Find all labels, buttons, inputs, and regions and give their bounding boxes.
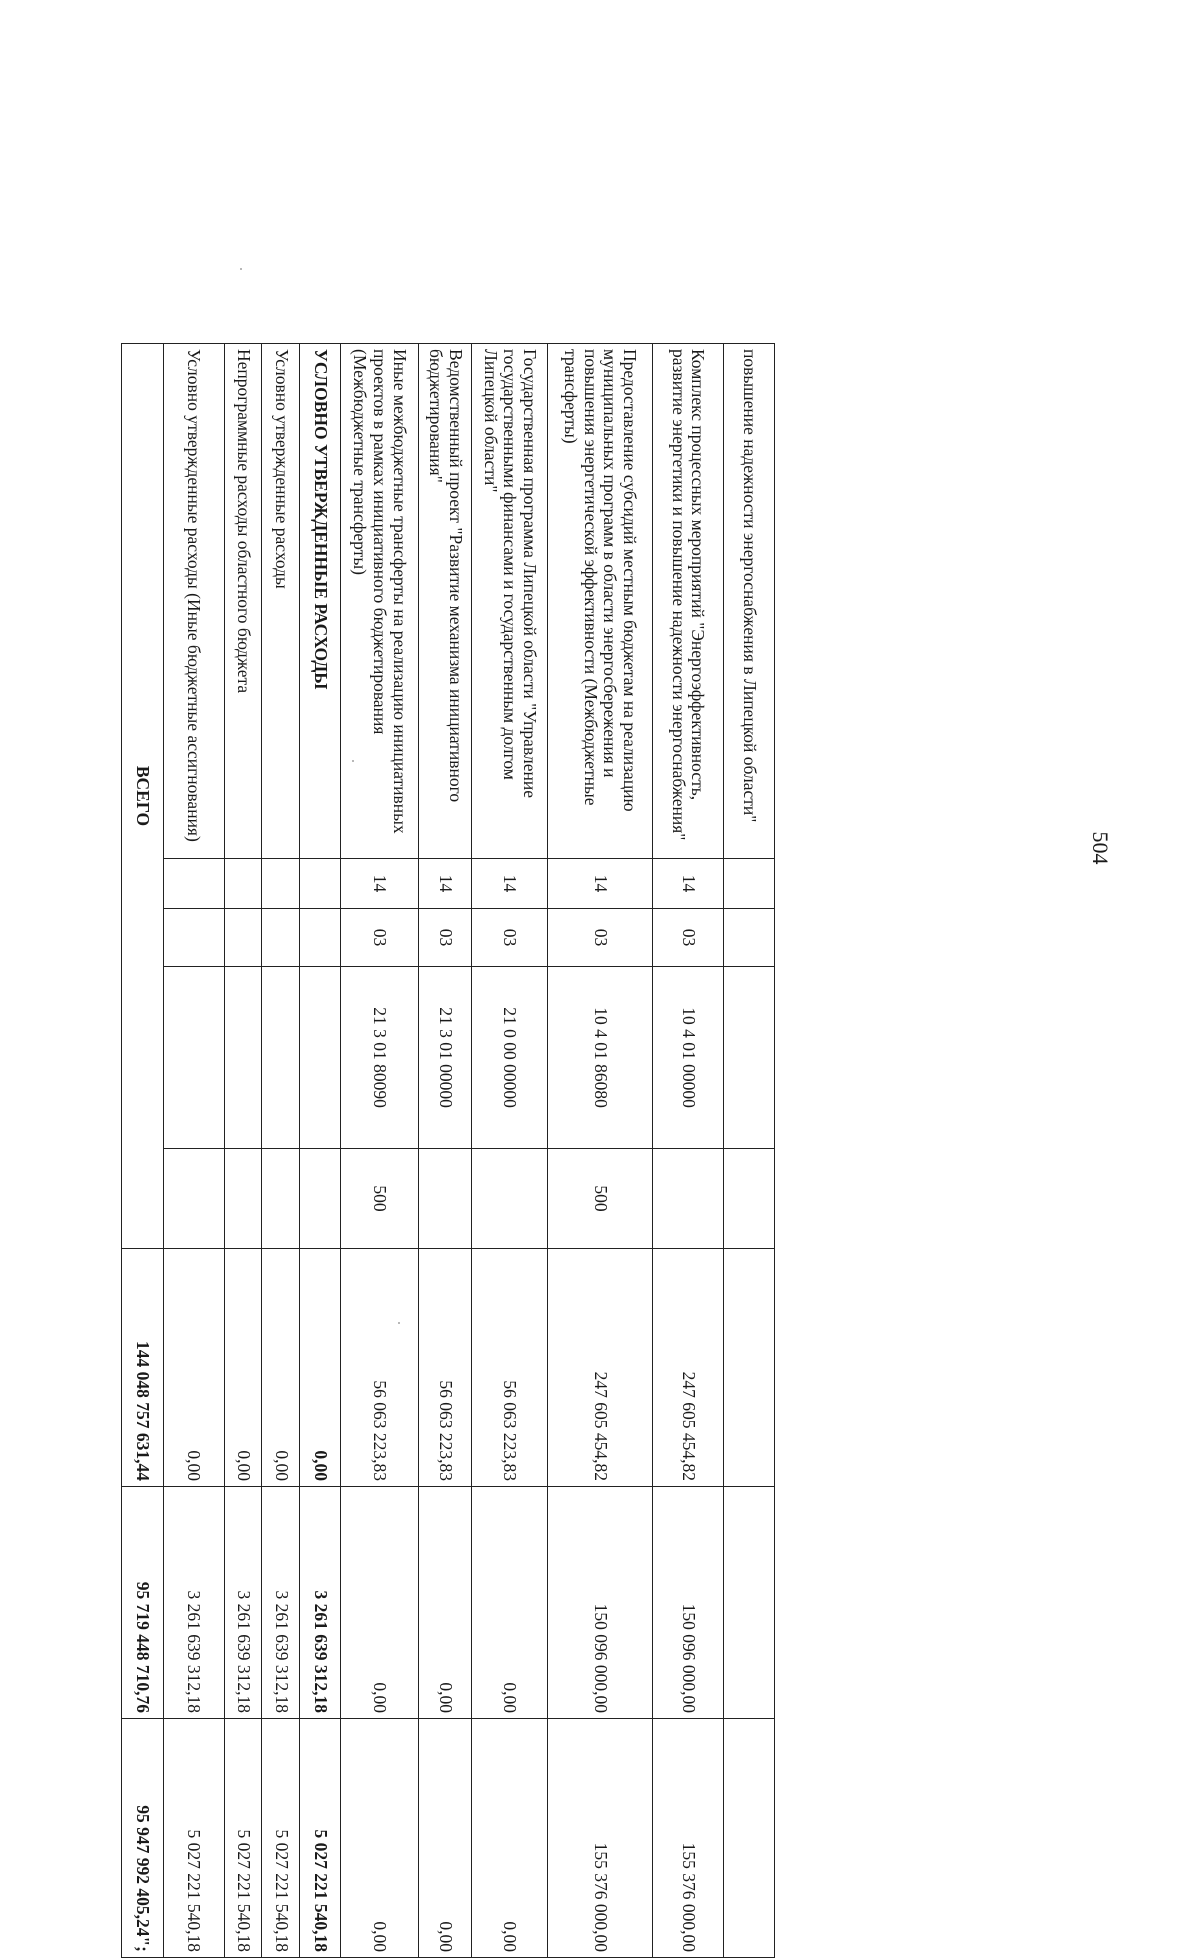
total-value-2: 95 719 448 710,76 — [122, 1487, 164, 1719]
row-value-2: 3 261 639 312,18 — [262, 1487, 300, 1719]
row-csr: 21 0 00 00000 — [472, 967, 547, 1149]
table-row — [652, 344, 723, 1958]
row-csr: 10 4 01 86080 — [547, 967, 652, 1149]
row-value-2: 3 261 639 312,18 — [224, 1487, 262, 1719]
row-gp: 14 — [418, 859, 472, 909]
row-value-2: 0,00 — [340, 1487, 418, 1719]
row-value-3: 5 027 221 540,18 — [163, 1719, 224, 1958]
row-name: Комплекс процессных мероприятий "Энергоэффективность, развитие энергетики и повышение надежности энергоснабжения" — [652, 344, 723, 859]
row-value-3: 155 376 000,00 — [547, 1719, 652, 1958]
row-name: УСЛОВНО УТВЕРЖДЕННЫЕ РАСХОДЫ — [300, 344, 340, 859]
table-row — [472, 344, 547, 1958]
row-sub: 03 — [418, 909, 472, 967]
row-value-2: 3 261 639 312,18 — [300, 1487, 340, 1719]
row-value-2 — [723, 1487, 774, 1719]
budget-table — [121, 343, 775, 1958]
row-name: Условно утвержденные расходы — [262, 344, 300, 859]
row-csr: 21 3 01 00000 — [418, 967, 472, 1149]
row-value-2: 0,00 — [418, 1487, 472, 1719]
row-gp: 14 — [472, 859, 547, 909]
budget-table-container — [121, 343, 775, 1957]
row-csr: 21 3 01 80090 — [340, 967, 418, 1149]
row-name: повышение надежности энергоснабжения в Липецкой области" — [723, 344, 774, 859]
row-vr — [418, 1149, 472, 1249]
row-sub — [300, 909, 340, 967]
row-gp: 14 — [340, 859, 418, 909]
row-value-2: 3 261 639 312,18 — [163, 1487, 224, 1719]
row-name: Предоставление субсидий местным бюджетам на реализацию муниципальных программ в области энергосбережения и повышения энергетической эффективности (Межбюджетные трансферты) — [547, 344, 652, 859]
total-label: ВСЕГО — [122, 344, 164, 1249]
total-row — [122, 344, 164, 1958]
row-sub — [723, 909, 774, 967]
table-row — [224, 344, 262, 1958]
row-sub: 03 — [652, 909, 723, 967]
row-name: Иные межбюджетные трансферты на реализацию инициативных проектов в рамках инициативного бюджетирования (Межбюджетные трансферты) — [340, 344, 418, 859]
row-gp — [224, 859, 262, 909]
row-value-3: 155 376 000,00 — [652, 1719, 723, 1958]
row-vr — [300, 1149, 340, 1249]
row-value-1: 247 605 454,82 — [652, 1249, 723, 1487]
row-name: Непрограммные расходы областного бюджета — [224, 344, 262, 859]
table-row — [418, 344, 472, 1958]
row-value-1: 0,00 — [262, 1249, 300, 1487]
row-gp — [262, 859, 300, 909]
row-gp: 14 — [547, 859, 652, 909]
row-name: Государственная программа Липецкой области "Управление государственными финансами и государственным долгом Липецкой области" — [472, 344, 547, 859]
row-csr — [262, 967, 300, 1149]
table-row — [340, 344, 418, 1958]
row-value-3: 0,00 — [418, 1719, 472, 1958]
row-gp — [723, 859, 774, 909]
row-value-3: 0,00 — [472, 1719, 547, 1958]
row-value-1: 0,00 — [224, 1249, 262, 1487]
row-value-2: 150 096 000,00 — [652, 1487, 723, 1719]
row-name: Условно утвержденные расходы (Иные бюджетные ассигнования) — [163, 344, 224, 859]
row-value-1: 247 605 454,82 — [547, 1249, 652, 1487]
row-value-1: 0,00 — [163, 1249, 224, 1487]
row-value-1: 56 063 223,83 — [418, 1249, 472, 1487]
row-value-1: 56 063 223,83 — [472, 1249, 547, 1487]
row-value-1: 0,00 — [300, 1249, 340, 1487]
row-value-2: 0,00 — [472, 1487, 547, 1719]
row-csr — [163, 967, 224, 1149]
row-sub — [163, 909, 224, 967]
row-value-1: 56 063 223,83 — [340, 1249, 418, 1487]
row-gp: 14 — [652, 859, 723, 909]
scan-artifact — [352, 760, 354, 762]
row-vr: 500 — [340, 1149, 418, 1249]
row-csr — [300, 967, 340, 1149]
row-value-3: 5 027 221 540,18 — [262, 1719, 300, 1958]
row-value-3: 5 027 221 540,18 — [224, 1719, 262, 1958]
row-vr — [262, 1149, 300, 1249]
row-sub: 03 — [340, 909, 418, 967]
table-body — [122, 344, 775, 1958]
row-csr: 10 4 01 00000 — [652, 967, 723, 1149]
row-vr — [723, 1149, 774, 1249]
row-gp — [300, 859, 340, 909]
row-sub — [262, 909, 300, 967]
row-vr — [652, 1149, 723, 1249]
row-vr — [163, 1149, 224, 1249]
table-row — [262, 344, 300, 1958]
row-csr — [224, 967, 262, 1149]
row-gp — [163, 859, 224, 909]
row-value-2: 150 096 000,00 — [547, 1487, 652, 1719]
row-sub — [224, 909, 262, 967]
table-row — [163, 344, 224, 1958]
row-csr — [723, 967, 774, 1149]
total-value-3: 95 947 992 405,24"; — [122, 1719, 164, 1958]
table-row — [547, 344, 652, 1958]
row-name: Ведомственный проект "Развитие механизма инициативного бюджетирования" — [418, 344, 472, 859]
row-sub: 03 — [547, 909, 652, 967]
table-row — [300, 344, 340, 1958]
total-value-1: 144 048 757 631,44 — [122, 1249, 164, 1487]
row-vr: 500 — [547, 1149, 652, 1249]
row-vr — [472, 1149, 547, 1249]
row-value-3: 0,00 — [340, 1719, 418, 1958]
row-value-3: 5 027 221 540,18 — [300, 1719, 340, 1958]
row-sub: 03 — [472, 909, 547, 967]
scan-artifact — [398, 1322, 400, 1324]
row-vr — [224, 1149, 262, 1249]
row-value-3 — [723, 1719, 774, 1958]
scan-artifact — [240, 268, 242, 270]
table-row — [723, 344, 774, 1958]
row-value-1 — [723, 1249, 774, 1487]
page-number: 504 — [1088, 831, 1113, 865]
